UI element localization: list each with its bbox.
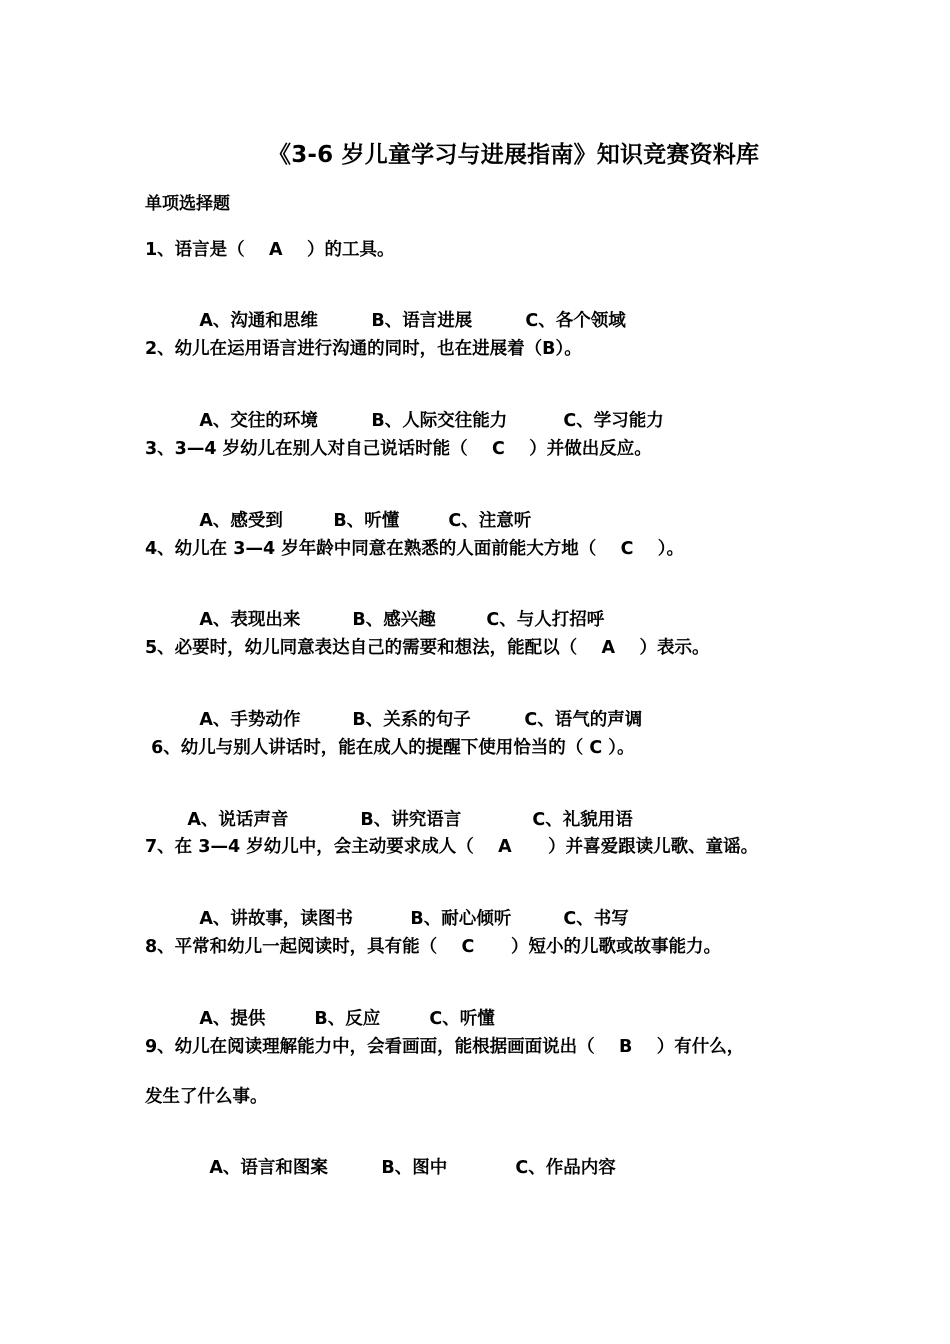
option-c: C、礼貌用语: [532, 810, 633, 830]
option-a: A、交往的环境: [199, 411, 318, 431]
question-9-stem: 9、幼儿在阅读理解能力中，会看画面，能根据画面说出（ B ）有什么，: [145, 1037, 745, 1057]
question-6-stem: 6、幼儿与别人讲话时，能在成人的提醒下使用恰当的（ C ）。: [145, 738, 635, 758]
option-c: C、语气的声调: [524, 710, 643, 730]
option-a: A、说话声音: [187, 810, 289, 830]
option-c: C、书写: [563, 909, 629, 929]
option-c: C、听懂: [429, 1009, 495, 1029]
question-1-stem: 1、语言是（ A ）的工具。: [145, 240, 395, 260]
option-b: B、图中: [381, 1158, 448, 1178]
option-b: B、听懂: [333, 511, 400, 531]
option-a: A、表现出来: [199, 610, 301, 630]
question-7-stem: 7、在 3—4 岁幼儿中，会主动要求成人（ A ）并喜爱跟读儿歌、童谣。: [145, 837, 759, 857]
option-b: B、耐心倾听: [410, 909, 512, 929]
option-c: C、作品内容: [515, 1158, 616, 1178]
question-3-stem: 3、3—4 岁幼儿在别人对自己说话时能（ C ）并做出反应。: [145, 439, 652, 459]
section-heading: 单项选择题: [145, 194, 230, 214]
option-b: B、感兴趣: [352, 610, 436, 630]
option-c: C、各个领域: [525, 311, 626, 331]
option-b: B、反应: [314, 1009, 381, 1029]
option-c: C、与人打招呼: [486, 610, 605, 630]
option-a: A、沟通和思维: [199, 311, 318, 331]
document-title: 《3-6 岁儿童学习与进展指南》知识竞赛资料库: [268, 142, 760, 168]
option-a: A、讲故事，读图书: [199, 909, 353, 929]
question-8-stem: 8、平常和幼儿一起阅读时，具有能（ C ）短小的儿歌或故事能力。: [145, 937, 721, 957]
option-b: B、语言进展: [371, 311, 473, 331]
option-a: A、提供: [199, 1009, 266, 1029]
question-5-stem: 5、必要时，幼儿同意表达自己的需要和想法，能配以（ A ）表示。: [145, 638, 710, 658]
question-2-stem: 2、幼儿在运用语言进行沟通的同时，也在进展着（B）。: [145, 339, 582, 359]
question-4-stem: 4、幼儿在 3—4 岁年龄中同意在熟悉的人面前能大方地（ C ）。: [145, 539, 685, 559]
option-b: B、人际交往能力: [371, 411, 508, 431]
option-b: B、讲究语言: [360, 810, 462, 830]
option-c: C、学习能力: [563, 411, 664, 431]
option-c: C、注意听: [448, 511, 532, 531]
option-a: A、感受到: [199, 511, 283, 531]
question-9-stem-continued: 发生了什么事。: [145, 1087, 268, 1107]
question-9-options: [185, 1135, 616, 1201]
option-a: A、手势动作: [199, 710, 301, 730]
option-a: A、语言和图案: [209, 1158, 328, 1178]
option-b: B、关系的句子: [352, 710, 471, 730]
